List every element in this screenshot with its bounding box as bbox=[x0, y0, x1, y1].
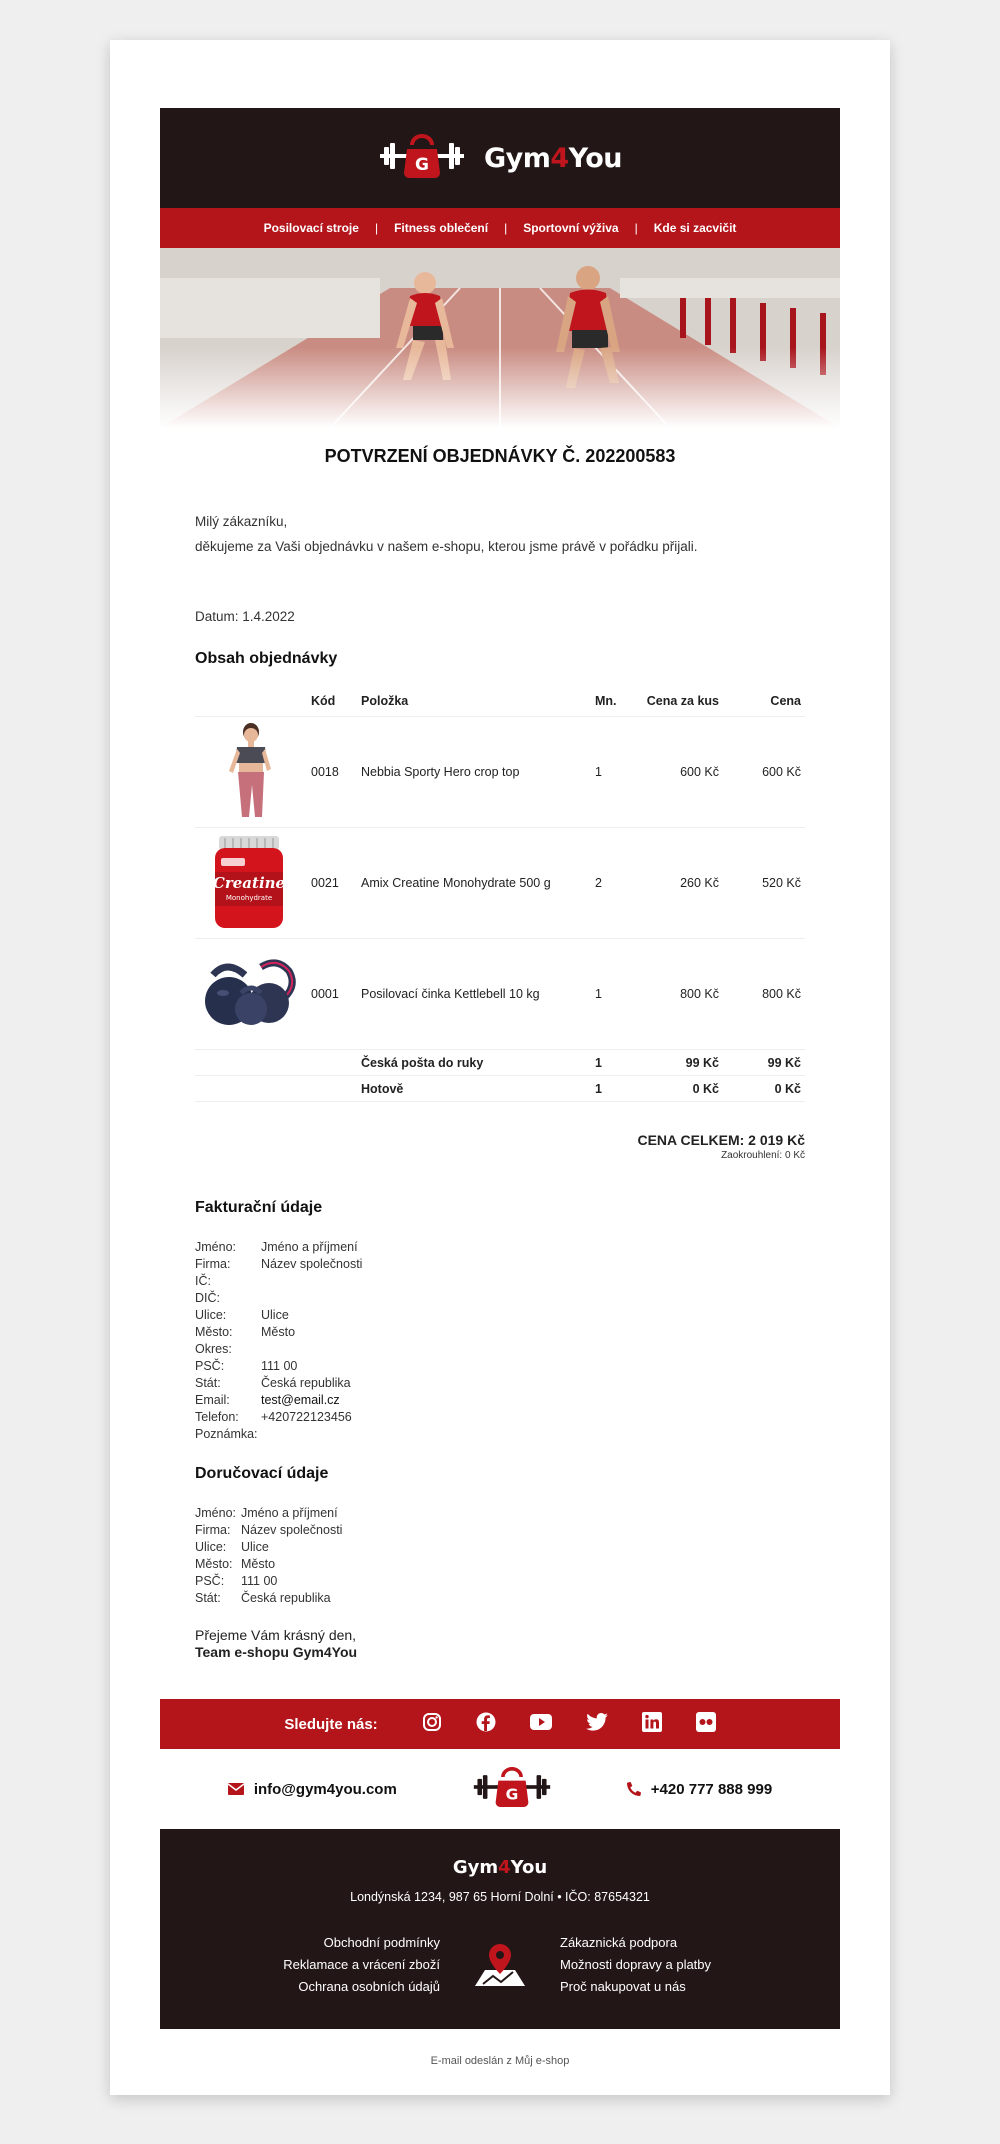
map-pin-icon bbox=[440, 1942, 560, 1988]
payment-price: 0 Kč bbox=[723, 1076, 805, 1102]
content bbox=[160, 446, 840, 1661]
nav-separator: | bbox=[634, 221, 638, 235]
contact-email-text[interactable]: info@gym4you.com bbox=[253, 1780, 397, 1798]
billing-email-link[interactable]: test@email.cz bbox=[261, 1393, 340, 1407]
item-name[interactable]: Nebbia Sporty Hero crop top bbox=[357, 717, 591, 828]
contact-bar bbox=[160, 1749, 840, 1829]
billing-row: DIČ: bbox=[195, 1291, 220, 1305]
footer-link-privacy[interactable]: Ochrana osobních údajů bbox=[298, 1979, 440, 1994]
envelope-icon bbox=[228, 1783, 244, 1795]
billing-row: Ulice: Ulice bbox=[195, 1308, 289, 1322]
twitter-icon[interactable] bbox=[586, 1713, 608, 1736]
billing-row: IČ: bbox=[195, 1274, 211, 1288]
nav-separator: | bbox=[374, 221, 379, 235]
hero-image bbox=[160, 248, 840, 428]
item-price: 520 Kč bbox=[723, 828, 805, 939]
kettlebell-logo-icon[interactable] bbox=[378, 133, 466, 184]
footer-links-right bbox=[560, 1932, 770, 1998]
shipping-detail-row: PSČ: 111 00 bbox=[195, 1574, 278, 1588]
billing-heading: Fakturační údaje bbox=[195, 1199, 323, 1216]
linkedin-icon[interactable] bbox=[642, 1712, 662, 1737]
col-image bbox=[195, 686, 307, 717]
item-name[interactable]: Amix Creatine Monohydrate 500 g bbox=[357, 828, 591, 939]
payment-qty: 1 bbox=[591, 1076, 641, 1102]
nav-item-clothing[interactable]: Fitness oblečení bbox=[394, 221, 489, 235]
order-total: CENA CELKEM: 2 019 Kč bbox=[637, 1132, 805, 1148]
table-header-row bbox=[195, 686, 805, 717]
footer-link-support[interactable]: Zákaznická podpora bbox=[560, 1935, 678, 1950]
item-code: 0001 bbox=[307, 939, 357, 1050]
signoff-wish: Přejeme Vám krásný den, bbox=[195, 1627, 357, 1643]
rounding-note: Zaokrouhlení: 0 Kč bbox=[721, 1150, 805, 1161]
footer-link-why-us[interactable]: Proč nakupovat u nás bbox=[560, 1979, 686, 1994]
billing-row: Email: test@email.cz bbox=[195, 1393, 340, 1407]
billing-row: Stát: Česká republika bbox=[195, 1376, 351, 1390]
shipping-unit-price: 99 Kč bbox=[641, 1050, 723, 1076]
product-image-kettlebells[interactable] bbox=[195, 939, 307, 1050]
col-price: Cena bbox=[723, 686, 805, 717]
footer-link-returns[interactable]: Reklamace a vrácení zboží bbox=[283, 1957, 440, 1972]
product-image-crop-top[interactable] bbox=[195, 717, 307, 828]
nav-separator: | bbox=[504, 221, 508, 235]
shipping-detail-row: Ulice: Ulice bbox=[195, 1540, 269, 1554]
item-name[interactable]: Posilovací činka Kettlebell 10 kg bbox=[357, 939, 591, 1050]
billing-details bbox=[195, 1239, 805, 1443]
billing-row: PSČ: 111 00 bbox=[195, 1359, 298, 1373]
item-unit-price: 260 Kč bbox=[641, 828, 723, 939]
footer-brand: Gym4You bbox=[452, 1857, 548, 1878]
item-qty: 2 bbox=[591, 828, 641, 939]
greeting-thanks: děkujeme za Vaši objednávku v našem e-shopu, kterou jsme právě v pořádku přijali. bbox=[195, 539, 698, 554]
shipping-name: Česká pošta do ruky bbox=[357, 1050, 591, 1076]
shipping-price: 99 Kč bbox=[723, 1050, 805, 1076]
svg-text:Monohydrate: Monohydrate bbox=[225, 893, 273, 902]
shipping-heading: Doručovací údaje bbox=[195, 1465, 329, 1482]
shipping-detail-row: Město: Město bbox=[195, 1557, 276, 1571]
footer-link-delivery[interactable]: Možnosti dopravy a platby bbox=[560, 1957, 712, 1972]
footer-links-left bbox=[230, 1932, 440, 1998]
order-heading: Obsah objednávky bbox=[195, 650, 338, 667]
item-code: 0021 bbox=[307, 828, 357, 939]
billing-row: Okres: bbox=[195, 1342, 232, 1356]
order-date: Datum: 1.4.2022 bbox=[195, 609, 295, 624]
youtube-icon[interactable] bbox=[530, 1714, 552, 1735]
kettlebell-logo-icon bbox=[472, 1766, 552, 1812]
billing-row: Jméno: Jméno a příjmení bbox=[195, 1240, 358, 1254]
shipping-row bbox=[195, 1050, 805, 1076]
main-nav bbox=[160, 208, 840, 248]
nav-item-gyms[interactable]: Kde si zacvičit bbox=[653, 221, 737, 235]
brand-logo-text[interactable]: Gym4You bbox=[483, 142, 623, 174]
greeting bbox=[195, 509, 805, 559]
item-unit-price: 800 Kč bbox=[641, 939, 723, 1050]
signoff-team: Team e-shopu Gym4You bbox=[195, 1644, 358, 1660]
table-row bbox=[195, 828, 805, 939]
billing-row: Město: Město bbox=[195, 1325, 296, 1339]
facebook-icon[interactable] bbox=[476, 1712, 496, 1737]
col-unit-price: Cena za kus bbox=[641, 686, 723, 717]
svg-text:Creatine: Creatine bbox=[212, 873, 286, 892]
payment-unit-price: 0 Kč bbox=[641, 1076, 723, 1102]
order-items-table bbox=[195, 686, 805, 1102]
payment-name: Hotově bbox=[357, 1076, 591, 1102]
footer-links bbox=[160, 1932, 840, 1998]
instagram-icon[interactable] bbox=[422, 1712, 442, 1737]
svg-text:G: G bbox=[505, 1785, 519, 1804]
social-label: Sledujte nás: bbox=[284, 1715, 378, 1733]
flickr-icon[interactable] bbox=[696, 1712, 716, 1737]
shipping-detail-row: Jméno: Jméno a příjmení bbox=[195, 1506, 338, 1520]
table-row bbox=[195, 939, 805, 1050]
nav-item-machines[interactable]: Posilovací stroje bbox=[263, 221, 359, 235]
item-qty: 1 bbox=[591, 939, 641, 1050]
footer-address: Londýnská 1234, 987 65 Horní Dolní • IČO: 87654321 bbox=[350, 1890, 650, 1904]
email-sheet bbox=[110, 40, 890, 2095]
contact-phone[interactable] bbox=[627, 1781, 772, 1798]
table-row bbox=[195, 717, 805, 828]
contact-phone-text[interactable]: +420 777 888 999 bbox=[650, 1780, 773, 1798]
svg-text:G: G bbox=[414, 154, 429, 175]
page-title: POTVRZENÍ OBJEDNÁVKY Č. 202200583 bbox=[324, 446, 676, 466]
shipping-detail-row: Stát: Česká republika bbox=[195, 1591, 331, 1605]
phone-icon bbox=[627, 1782, 641, 1796]
signoff bbox=[195, 1627, 805, 1661]
item-price: 800 Kč bbox=[723, 939, 805, 1050]
shipping-details bbox=[195, 1505, 805, 1607]
header bbox=[160, 108, 840, 208]
col-qty: Mn. bbox=[591, 686, 641, 717]
sent-by-note: E-mail odeslán z Můj e-shop bbox=[430, 2055, 570, 2067]
shipping-detail-row: Firma: Název společnosti bbox=[195, 1523, 343, 1537]
item-code: 0018 bbox=[307, 717, 357, 828]
nav-item-nutrition[interactable]: Sportovní výživa bbox=[523, 221, 619, 235]
item-unit-price: 600 Kč bbox=[641, 717, 723, 828]
greeting-salutation: Milý zákazníku, bbox=[195, 514, 288, 529]
social-bar bbox=[160, 1699, 840, 1749]
hero-runners-illustration bbox=[160, 248, 840, 428]
billing-row: Firma: Název společnosti bbox=[195, 1257, 363, 1271]
product-image-creatine[interactable] bbox=[195, 828, 307, 939]
item-price: 600 Kč bbox=[723, 717, 805, 828]
footer bbox=[160, 1829, 840, 2029]
shipping-qty: 1 bbox=[591, 1050, 641, 1076]
billing-row: Telefon: +420722123456 bbox=[195, 1410, 352, 1424]
col-item: Položka bbox=[357, 686, 591, 717]
footer-link-terms[interactable]: Obchodní podmínky bbox=[323, 1935, 440, 1950]
item-qty: 1 bbox=[591, 717, 641, 828]
col-code: Kód bbox=[307, 686, 357, 717]
email-body bbox=[160, 108, 840, 2029]
contact-email[interactable] bbox=[228, 1781, 397, 1798]
payment-row bbox=[195, 1076, 805, 1102]
billing-row: Poznámka: bbox=[195, 1427, 258, 1441]
